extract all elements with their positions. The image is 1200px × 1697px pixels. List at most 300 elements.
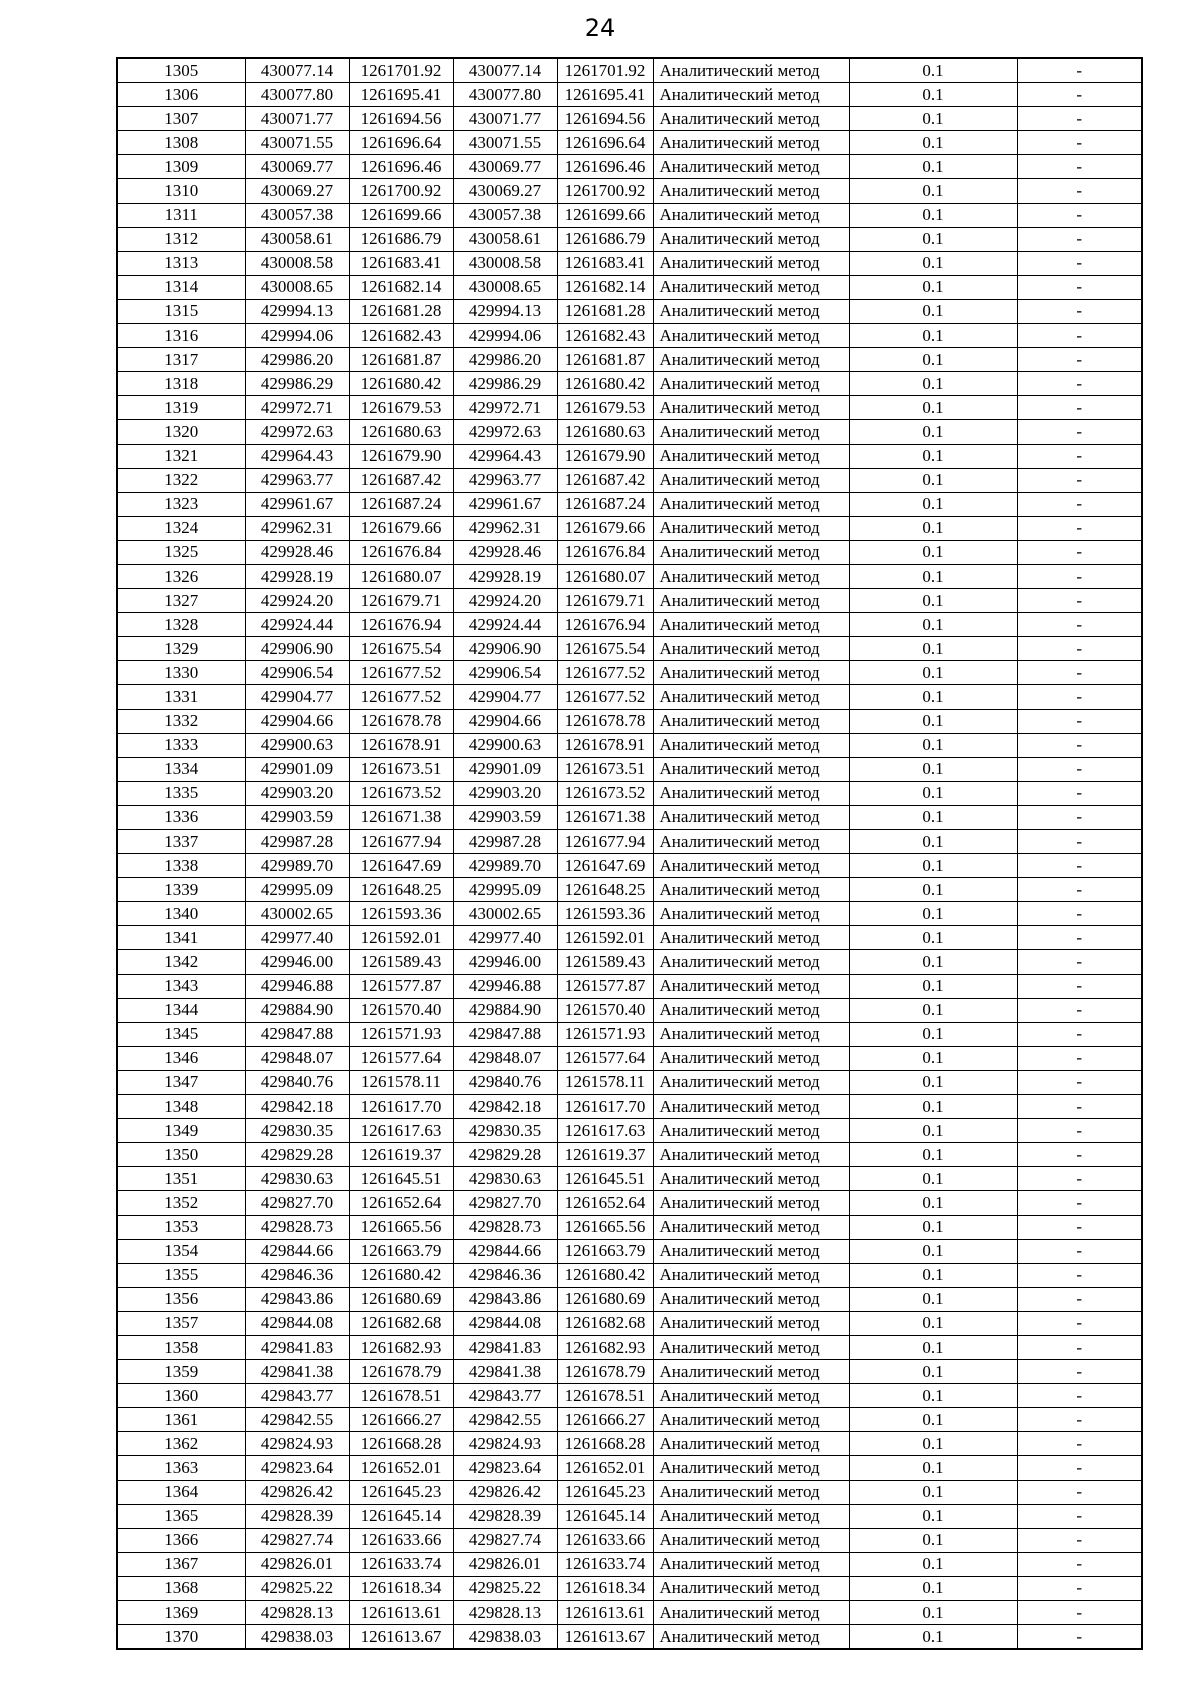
method-cell: Аналитический метод [653, 564, 849, 588]
note-cell: - [1017, 1143, 1142, 1167]
x-coordinate-repeat-cell: 429843.86 [453, 1287, 557, 1311]
point-number-cell: 1356 [117, 1287, 245, 1311]
table-row [117, 854, 1142, 878]
x-coordinate-cell: 429827.74 [245, 1528, 349, 1552]
y-coordinate-cell: 1261571.93 [349, 1022, 453, 1046]
y-coordinate-cell: 1261680.07 [349, 564, 453, 588]
x-coordinate-cell: 429824.93 [245, 1432, 349, 1456]
x-coordinate-cell: 429903.59 [245, 805, 349, 829]
coordinates-table [116, 57, 1143, 1650]
y-coordinate-cell: 1261570.40 [349, 998, 453, 1022]
note-cell: - [1017, 203, 1142, 227]
y-coordinate-repeat-cell: 1261681.87 [557, 348, 653, 372]
x-coordinate-cell: 430069.77 [245, 155, 349, 179]
note-cell: - [1017, 1456, 1142, 1480]
note-cell: - [1017, 1432, 1142, 1456]
note-cell: - [1017, 1335, 1142, 1359]
y-coordinate-cell: 1261663.79 [349, 1239, 453, 1263]
note-cell: - [1017, 1239, 1142, 1263]
y-coordinate-repeat-cell: 1261687.24 [557, 492, 653, 516]
method-cell: Аналитический метод [653, 1311, 849, 1335]
y-coordinate-cell: 1261618.34 [349, 1576, 453, 1600]
accuracy-cell: 0.1 [849, 564, 1017, 588]
x-coordinate-repeat-cell: 429986.20 [453, 348, 557, 372]
x-coordinate-cell: 429964.43 [245, 444, 349, 468]
x-coordinate-repeat-cell: 429824.93 [453, 1432, 557, 1456]
method-cell: Аналитический метод [653, 1095, 849, 1119]
x-coordinate-cell: 429989.70 [245, 854, 349, 878]
x-coordinate-cell: 429829.28 [245, 1143, 349, 1167]
x-coordinate-cell: 429830.63 [245, 1167, 349, 1191]
accuracy-cell: 0.1 [849, 1480, 1017, 1504]
point-number-cell: 1313 [117, 251, 245, 275]
x-coordinate-cell: 429823.64 [245, 1456, 349, 1480]
x-coordinate-repeat-cell: 429906.90 [453, 637, 557, 661]
accuracy-cell: 0.1 [849, 444, 1017, 468]
x-coordinate-cell: 429841.83 [245, 1335, 349, 1359]
x-coordinate-repeat-cell: 429986.29 [453, 372, 557, 396]
point-number-cell: 1361 [117, 1408, 245, 1432]
y-coordinate-cell: 1261593.36 [349, 902, 453, 926]
y-coordinate-cell: 1261679.66 [349, 516, 453, 540]
method-cell: Аналитический метод [653, 1528, 849, 1552]
x-coordinate-cell: 430008.58 [245, 251, 349, 275]
accuracy-cell: 0.1 [849, 1601, 1017, 1625]
note-cell: - [1017, 1070, 1142, 1094]
x-coordinate-cell: 429826.42 [245, 1480, 349, 1504]
y-coordinate-repeat-cell: 1261680.42 [557, 372, 653, 396]
accuracy-cell: 0.1 [849, 1191, 1017, 1215]
y-coordinate-repeat-cell: 1261687.42 [557, 468, 653, 492]
x-coordinate-repeat-cell: 429844.66 [453, 1239, 557, 1263]
accuracy-cell: 0.1 [849, 83, 1017, 107]
y-coordinate-repeat-cell: 1261673.51 [557, 757, 653, 781]
x-coordinate-repeat-cell: 429903.59 [453, 805, 557, 829]
accuracy-cell: 0.1 [849, 179, 1017, 203]
table-row [117, 1215, 1142, 1239]
method-cell: Аналитический метод [653, 998, 849, 1022]
note-cell: - [1017, 902, 1142, 926]
table-row [117, 299, 1142, 323]
accuracy-cell: 0.1 [849, 926, 1017, 950]
table-row [117, 1191, 1142, 1215]
point-number-cell: 1359 [117, 1360, 245, 1384]
method-cell: Аналитический метод [653, 372, 849, 396]
point-number-cell: 1331 [117, 685, 245, 709]
x-coordinate-repeat-cell: 429823.64 [453, 1456, 557, 1480]
x-coordinate-cell: 430069.27 [245, 179, 349, 203]
table-row [117, 661, 1142, 685]
note-cell: - [1017, 1311, 1142, 1335]
table-row [117, 589, 1142, 613]
note-cell: - [1017, 1263, 1142, 1287]
y-coordinate-repeat-cell: 1261619.37 [557, 1143, 653, 1167]
method-cell: Аналитический метод [653, 1360, 849, 1384]
x-coordinate-cell: 429972.71 [245, 396, 349, 420]
point-number-cell: 1364 [117, 1480, 245, 1504]
accuracy-cell: 0.1 [849, 613, 1017, 637]
method-cell: Аналитический метод [653, 781, 849, 805]
x-coordinate-repeat-cell: 430058.61 [453, 227, 557, 251]
y-coordinate-repeat-cell: 1261645.23 [557, 1480, 653, 1504]
y-coordinate-repeat-cell: 1261617.63 [557, 1119, 653, 1143]
accuracy-cell: 0.1 [849, 733, 1017, 757]
y-coordinate-repeat-cell: 1261645.14 [557, 1504, 653, 1528]
point-number-cell: 1355 [117, 1263, 245, 1287]
y-coordinate-cell: 1261682.93 [349, 1335, 453, 1359]
y-coordinate-cell: 1261645.51 [349, 1167, 453, 1191]
accuracy-cell: 0.1 [849, 902, 1017, 926]
point-number-cell: 1336 [117, 805, 245, 829]
accuracy-cell: 0.1 [849, 1528, 1017, 1552]
table-row [117, 950, 1142, 974]
accuracy-cell: 0.1 [849, 950, 1017, 974]
accuracy-cell: 0.1 [849, 516, 1017, 540]
method-cell: Аналитический метод [653, 1215, 849, 1239]
note-cell: - [1017, 1095, 1142, 1119]
point-number-cell: 1333 [117, 733, 245, 757]
x-coordinate-cell: 429906.54 [245, 661, 349, 685]
method-cell: Аналитический метод [653, 227, 849, 251]
point-number-cell: 1314 [117, 275, 245, 299]
y-coordinate-repeat-cell: 1261648.25 [557, 878, 653, 902]
x-coordinate-cell: 429986.29 [245, 372, 349, 396]
accuracy-cell: 0.1 [849, 1504, 1017, 1528]
point-number-cell: 1321 [117, 444, 245, 468]
method-cell: Аналитический метод [653, 878, 849, 902]
x-coordinate-repeat-cell: 429904.66 [453, 709, 557, 733]
y-coordinate-cell: 1261678.79 [349, 1360, 453, 1384]
y-coordinate-cell: 1261665.56 [349, 1215, 453, 1239]
point-number-cell: 1312 [117, 227, 245, 251]
x-coordinate-cell: 429904.66 [245, 709, 349, 733]
note-cell: - [1017, 155, 1142, 179]
accuracy-cell: 0.1 [849, 1552, 1017, 1576]
y-coordinate-cell: 1261617.70 [349, 1095, 453, 1119]
x-coordinate-repeat-cell: 429972.63 [453, 420, 557, 444]
y-coordinate-cell: 1261700.92 [349, 179, 453, 203]
x-coordinate-repeat-cell: 429841.38 [453, 1360, 557, 1384]
note-cell: - [1017, 589, 1142, 613]
method-cell: Аналитический метод [653, 589, 849, 613]
accuracy-cell: 0.1 [849, 1046, 1017, 1070]
method-cell: Аналитический метод [653, 1143, 849, 1167]
y-coordinate-repeat-cell: 1261677.94 [557, 830, 653, 854]
accuracy-cell: 0.1 [849, 372, 1017, 396]
method-cell: Аналитический метод [653, 1070, 849, 1094]
point-number-cell: 1323 [117, 492, 245, 516]
method-cell: Аналитический метод [653, 444, 849, 468]
x-coordinate-cell: 430071.77 [245, 107, 349, 131]
page-number: 24 [584, 14, 616, 42]
note-cell: - [1017, 1167, 1142, 1191]
method-cell: Аналитический метод [653, 1504, 849, 1528]
point-number-cell: 1316 [117, 324, 245, 348]
x-coordinate-cell: 429900.63 [245, 733, 349, 757]
x-coordinate-repeat-cell: 429924.20 [453, 589, 557, 613]
y-coordinate-repeat-cell: 1261680.63 [557, 420, 653, 444]
accuracy-cell: 0.1 [849, 275, 1017, 299]
y-coordinate-repeat-cell: 1261666.27 [557, 1408, 653, 1432]
x-coordinate-repeat-cell: 429840.76 [453, 1070, 557, 1094]
note-cell: - [1017, 733, 1142, 757]
y-coordinate-cell: 1261677.52 [349, 685, 453, 709]
y-coordinate-cell: 1261633.66 [349, 1528, 453, 1552]
y-coordinate-repeat-cell: 1261675.54 [557, 637, 653, 661]
table-row [117, 179, 1142, 203]
note-cell: - [1017, 1480, 1142, 1504]
x-coordinate-cell: 429986.20 [245, 348, 349, 372]
accuracy-cell: 0.1 [849, 805, 1017, 829]
table-row [117, 348, 1142, 372]
y-coordinate-cell: 1261696.46 [349, 155, 453, 179]
table-row [117, 926, 1142, 950]
x-coordinate-repeat-cell: 429846.36 [453, 1263, 557, 1287]
accuracy-cell: 0.1 [849, 299, 1017, 323]
note-cell: - [1017, 372, 1142, 396]
accuracy-cell: 0.1 [849, 107, 1017, 131]
method-cell: Аналитический метод [653, 58, 849, 83]
accuracy-cell: 0.1 [849, 974, 1017, 998]
method-cell: Аналитический метод [653, 468, 849, 492]
note-cell: - [1017, 107, 1142, 131]
x-coordinate-repeat-cell: 429994.06 [453, 324, 557, 348]
y-coordinate-repeat-cell: 1261577.87 [557, 974, 653, 998]
table-row [117, 324, 1142, 348]
x-coordinate-repeat-cell: 429906.54 [453, 661, 557, 685]
method-cell: Аналитический метод [653, 805, 849, 829]
y-coordinate-repeat-cell: 1261682.68 [557, 1311, 653, 1335]
y-coordinate-cell: 1261619.37 [349, 1143, 453, 1167]
accuracy-cell: 0.1 [849, 1143, 1017, 1167]
point-number-cell: 1310 [117, 179, 245, 203]
table-row [117, 444, 1142, 468]
accuracy-cell: 0.1 [849, 396, 1017, 420]
point-number-cell: 1352 [117, 1191, 245, 1215]
x-coordinate-cell: 429827.70 [245, 1191, 349, 1215]
method-cell: Аналитический метод [653, 1480, 849, 1504]
accuracy-cell: 0.1 [849, 1095, 1017, 1119]
y-coordinate-repeat-cell: 1261678.91 [557, 733, 653, 757]
y-coordinate-repeat-cell: 1261676.84 [557, 540, 653, 564]
point-number-cell: 1309 [117, 155, 245, 179]
y-coordinate-repeat-cell: 1261696.46 [557, 155, 653, 179]
point-number-cell: 1347 [117, 1070, 245, 1094]
note-cell: - [1017, 613, 1142, 637]
y-coordinate-repeat-cell: 1261679.90 [557, 444, 653, 468]
accuracy-cell: 0.1 [849, 1456, 1017, 1480]
method-cell: Аналитический метод [653, 1456, 849, 1480]
note-cell: - [1017, 444, 1142, 468]
x-coordinate-repeat-cell: 429928.46 [453, 540, 557, 564]
accuracy-cell: 0.1 [849, 203, 1017, 227]
x-coordinate-repeat-cell: 429828.39 [453, 1504, 557, 1528]
x-coordinate-repeat-cell: 429962.31 [453, 516, 557, 540]
method-cell: Аналитический метод [653, 516, 849, 540]
accuracy-cell: 0.1 [849, 830, 1017, 854]
y-coordinate-repeat-cell: 1261647.69 [557, 854, 653, 878]
x-coordinate-cell: 429924.44 [245, 613, 349, 637]
note-cell: - [1017, 540, 1142, 564]
y-coordinate-cell: 1261679.90 [349, 444, 453, 468]
method-cell: Аналитический метод [653, 1022, 849, 1046]
y-coordinate-repeat-cell: 1261679.66 [557, 516, 653, 540]
table-row [117, 155, 1142, 179]
accuracy-cell: 0.1 [849, 1625, 1017, 1650]
x-coordinate-cell: 429840.76 [245, 1070, 349, 1094]
y-coordinate-repeat-cell: 1261617.70 [557, 1095, 653, 1119]
accuracy-cell: 0.1 [849, 251, 1017, 275]
note-cell: - [1017, 974, 1142, 998]
note-cell: - [1017, 420, 1142, 444]
x-coordinate-repeat-cell: 430071.77 [453, 107, 557, 131]
table-row [117, 830, 1142, 854]
x-coordinate-repeat-cell: 429987.28 [453, 830, 557, 854]
table-row [117, 781, 1142, 805]
y-coordinate-cell: 1261681.87 [349, 348, 453, 372]
y-coordinate-repeat-cell: 1261671.38 [557, 805, 653, 829]
method-cell: Аналитический метод [653, 1046, 849, 1070]
point-number-cell: 1324 [117, 516, 245, 540]
x-coordinate-cell: 429848.07 [245, 1046, 349, 1070]
note-cell: - [1017, 1119, 1142, 1143]
note-cell: - [1017, 781, 1142, 805]
method-cell: Аналитический метод [653, 1239, 849, 1263]
x-coordinate-cell: 429972.63 [245, 420, 349, 444]
x-coordinate-cell: 429838.03 [245, 1625, 349, 1650]
method-cell: Аналитический метод [653, 420, 849, 444]
table-row [117, 1335, 1142, 1359]
y-coordinate-cell: 1261682.43 [349, 324, 453, 348]
point-number-cell: 1357 [117, 1311, 245, 1335]
y-coordinate-repeat-cell: 1261696.64 [557, 131, 653, 155]
y-coordinate-cell: 1261675.54 [349, 637, 453, 661]
x-coordinate-repeat-cell: 429827.70 [453, 1191, 557, 1215]
x-coordinate-repeat-cell: 430069.27 [453, 179, 557, 203]
note-cell: - [1017, 83, 1142, 107]
x-coordinate-repeat-cell: 429901.09 [453, 757, 557, 781]
note-cell: - [1017, 1528, 1142, 1552]
y-coordinate-repeat-cell: 1261694.56 [557, 107, 653, 131]
table-row [117, 1287, 1142, 1311]
table-row [117, 83, 1142, 107]
point-number-cell: 1345 [117, 1022, 245, 1046]
point-number-cell: 1335 [117, 781, 245, 805]
x-coordinate-cell: 429828.39 [245, 1504, 349, 1528]
y-coordinate-repeat-cell: 1261613.61 [557, 1601, 653, 1625]
table-row [117, 1119, 1142, 1143]
accuracy-cell: 0.1 [849, 589, 1017, 613]
note-cell: - [1017, 854, 1142, 878]
point-number-cell: 1367 [117, 1552, 245, 1576]
method-cell: Аналитический метод [653, 492, 849, 516]
table-row [117, 251, 1142, 275]
y-coordinate-cell: 1261577.87 [349, 974, 453, 998]
table-row [117, 1022, 1142, 1046]
accuracy-cell: 0.1 [849, 998, 1017, 1022]
y-coordinate-cell: 1261578.11 [349, 1070, 453, 1094]
method-cell: Аналитический метод [653, 1335, 849, 1359]
table-row [117, 1528, 1142, 1552]
y-coordinate-repeat-cell: 1261679.71 [557, 589, 653, 613]
y-coordinate-repeat-cell: 1261589.43 [557, 950, 653, 974]
y-coordinate-repeat-cell: 1261678.79 [557, 1360, 653, 1384]
table-row [117, 1046, 1142, 1070]
method-cell: Аналитический метод [653, 1432, 849, 1456]
x-coordinate-cell: 429963.77 [245, 468, 349, 492]
accuracy-cell: 0.1 [849, 1408, 1017, 1432]
x-coordinate-cell: 429928.19 [245, 564, 349, 588]
method-cell: Аналитический метод [653, 107, 849, 131]
y-coordinate-cell: 1261645.14 [349, 1504, 453, 1528]
note-cell: - [1017, 1601, 1142, 1625]
point-number-cell: 1354 [117, 1239, 245, 1263]
point-number-cell: 1344 [117, 998, 245, 1022]
note-cell: - [1017, 516, 1142, 540]
point-number-cell: 1351 [117, 1167, 245, 1191]
y-coordinate-cell: 1261673.52 [349, 781, 453, 805]
note-cell: - [1017, 1384, 1142, 1408]
point-number-cell: 1329 [117, 637, 245, 661]
y-coordinate-cell: 1261679.71 [349, 589, 453, 613]
note-cell: - [1017, 275, 1142, 299]
note-cell: - [1017, 251, 1142, 275]
y-coordinate-cell: 1261680.69 [349, 1287, 453, 1311]
x-coordinate-cell: 429841.38 [245, 1360, 349, 1384]
point-number-cell: 1315 [117, 299, 245, 323]
table-row [117, 227, 1142, 251]
y-coordinate-cell: 1261679.53 [349, 396, 453, 420]
method-cell: Аналитический метод [653, 637, 849, 661]
x-coordinate-cell: 429962.31 [245, 516, 349, 540]
note-cell: - [1017, 1552, 1142, 1576]
table-row [117, 516, 1142, 540]
table-row [117, 733, 1142, 757]
y-coordinate-cell: 1261645.23 [349, 1480, 453, 1504]
method-cell: Аналитический метод [653, 203, 849, 227]
table-row [117, 902, 1142, 926]
method-cell: Аналитический метод [653, 1625, 849, 1650]
y-coordinate-cell: 1261676.84 [349, 540, 453, 564]
accuracy-cell: 0.1 [849, 709, 1017, 733]
method-cell: Аналитический метод [653, 275, 849, 299]
table-row [117, 564, 1142, 588]
x-coordinate-cell: 429844.66 [245, 1239, 349, 1263]
x-coordinate-cell: 430077.80 [245, 83, 349, 107]
y-coordinate-cell: 1261683.41 [349, 251, 453, 275]
x-coordinate-repeat-cell: 429841.83 [453, 1335, 557, 1359]
accuracy-cell: 0.1 [849, 757, 1017, 781]
note-cell: - [1017, 998, 1142, 1022]
y-coordinate-repeat-cell: 1261665.56 [557, 1215, 653, 1239]
x-coordinate-cell: 429994.13 [245, 299, 349, 323]
note-cell: - [1017, 1625, 1142, 1650]
note-cell: - [1017, 709, 1142, 733]
y-coordinate-repeat-cell: 1261663.79 [557, 1239, 653, 1263]
y-coordinate-repeat-cell: 1261681.28 [557, 299, 653, 323]
note-cell: - [1017, 1191, 1142, 1215]
y-coordinate-cell: 1261617.63 [349, 1119, 453, 1143]
note-cell: - [1017, 299, 1142, 323]
note-cell: - [1017, 926, 1142, 950]
y-coordinate-repeat-cell: 1261682.93 [557, 1335, 653, 1359]
note-cell: - [1017, 661, 1142, 685]
note-cell: - [1017, 564, 1142, 588]
method-cell: Аналитический метод [653, 1263, 849, 1287]
method-cell: Аналитический метод [653, 1552, 849, 1576]
y-coordinate-repeat-cell: 1261673.52 [557, 781, 653, 805]
note-cell: - [1017, 58, 1142, 83]
